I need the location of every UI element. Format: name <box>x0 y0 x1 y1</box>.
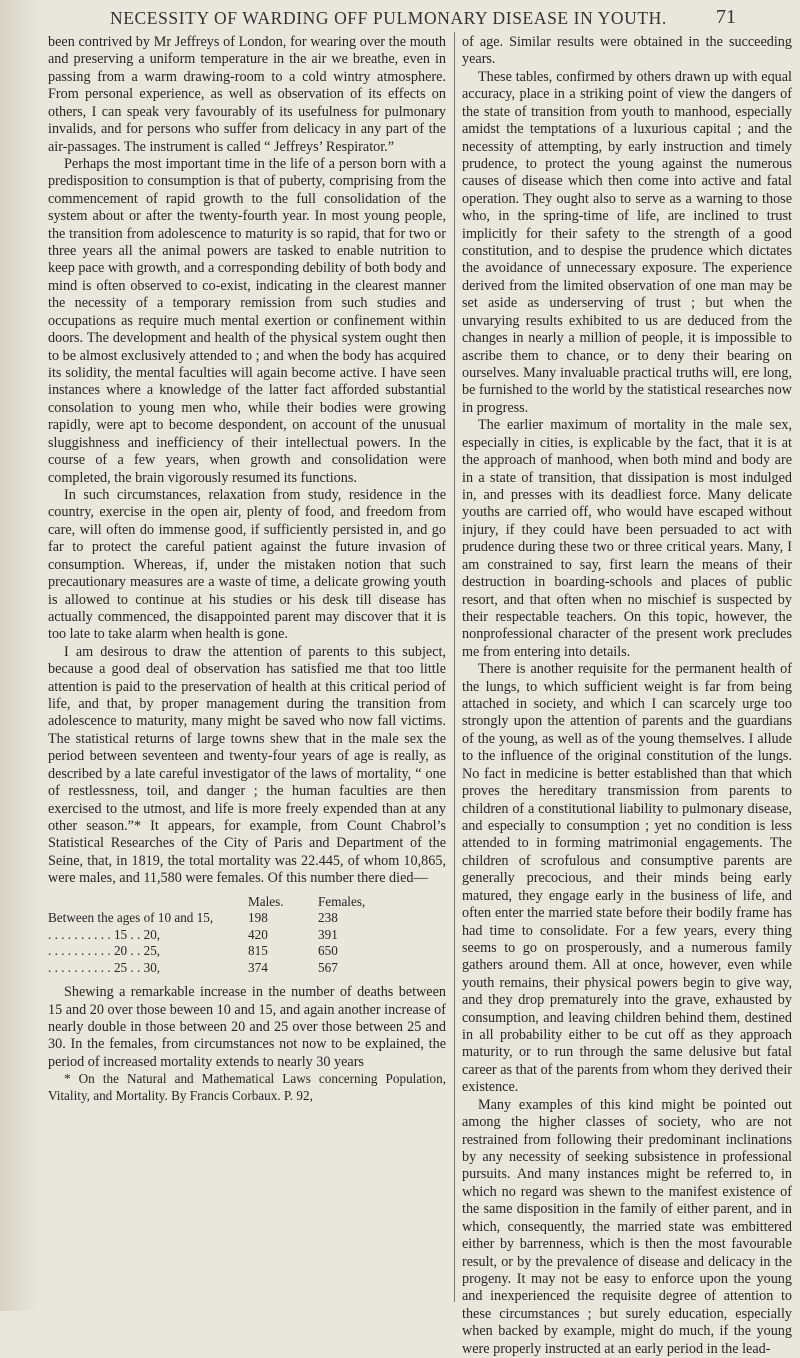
table-cell: 420 <box>248 926 268 942</box>
table-cell: 815 <box>248 943 268 959</box>
table-cell: 374 <box>248 959 268 975</box>
paragraph: These tables, confirmed by others drawn up with equal accuracy, place in a striking point of view the dangers of the state of transition from youth to manhood, especially amidst the temptations of a luxurious capital ; and the necessity of attempting, by early instruction and timely prudence, to protect the young against the numerous causes of disease which then come into active and fatal operation. They ought also to serve as a warning to those who, in the spring-time of life, are inclined to trust implicitly for their safety to the strength of a good constitution, and to despise the prudence which dictates the avoidance of unnecessary exposure. The experience derived from the limited observation of one man may be set aside as underserving of trust ; but when the unvarying results exhibited to us are deduced from the changes in nearly a million of people, it is impossible to ascribe them to chance, or to deny their bearing on ourselves. Many invaluable practical truths will, ere long, be furnished to the world by the statistical researches now in progress. <box>462 68 792 416</box>
table-header-cell: Females, <box>318 893 366 909</box>
table-cell: 198 <box>248 910 268 926</box>
table-cell: 391 <box>318 926 338 942</box>
footnote: * On the Natural and Mathematical Laws concerning Population, Vitality, and Mortality. By Francis Corbaux. P. 92, <box>48 1071 446 1104</box>
page-number: 71 <box>716 6 736 28</box>
table-header-row <box>48 894 446 911</box>
paragraph: of age. Similar results were obtained in the succeeding years. <box>462 34 792 68</box>
left-column <box>48 34 446 1105</box>
table-row <box>48 910 446 927</box>
table-cell: 238 <box>318 910 338 926</box>
mortality-table <box>48 894 446 977</box>
page-gutter-shadow <box>0 0 40 1311</box>
running-header <box>0 6 800 30</box>
table-cell: 650 <box>318 943 338 959</box>
table-row <box>48 927 446 944</box>
table-cell: Between the ages of 10 and 15, <box>48 910 214 926</box>
table-row <box>48 960 446 977</box>
table-cell: . . . . . . . . . . 20 . . 25, <box>48 943 161 959</box>
paragraph: been contrived by Mr Jeffreys of London, for wearing over the mouth and preserving a uniform temperature in the air we breathe, even in passing from a warm drawing-room to a cold wintry atmosphere. From personal experience, as well as observation of its effects on others, I can speak very favourably of its usefulness for pulmonary invalids, and for persons who suffer from delicacy in any part of the air-passages. The instrument is called “ Jeffreys’ Respirator.” <box>48 34 446 155</box>
table-cell: . . . . . . . . . . 25 . . 30, <box>48 959 161 975</box>
paragraph: Shewing a remarkable increase in the number of deaths between 15 and 20 over those beween 10 and 15, and again another increase of nearly double in those between 20 and 25 over those between 25 and 30. In the females, from circumstances not now to be explained, the period of increased mortality extends to nearly 30 years <box>48 984 446 1070</box>
table-header-cell <box>48 894 248 911</box>
table-header-cell: Males. <box>248 893 284 909</box>
table-cell: 567 <box>318 959 338 975</box>
right-column <box>462 34 792 1358</box>
paragraph: In such circumstances, relaxation from study, residence in the country, exercise in the open air, plenty of food, and freedom from care, will often do immense good, if sufficiently persisted in, and go far to protect the careful patient against the future invasion of consumption. Whereas, if, under the mistaken notion that such precautionary measures are a waste of time, a delicate growing youth is allowed to continue at his studies or his desk till disease has actually commenced, the disappointed parent may discover that it is too late to take alarm when health is gone. <box>48 486 446 643</box>
paragraph: There is another requisite for the permanent health of the lungs, to which sufficient weight is far from being attached in society, and which I can scarcely urge too strongly upon the attention of parents and the guardians of the young, as well as of the young themselves. I allude to the influence of the original constitution of the lungs. No fact in medicine is better established than that which proves the hereditary transmission from parents to children of a constitutional liability to pulmonary disease, and especially to consumption ; yet no condition is less attended to in forming matrimonial engagements. The children of scrofulous and consumptive parents are generally precocious, and their minds being early matured, they engage early in the business of life, and often enter the married state before their bodily frame has had time to consolidate. For a few years, every thing seems to go on prosperously, and a numerous family gathers around them. All at once, however, even while youth remains, their physical powers begin to give way, and they drop prematurely into the grave, exhausted by consumption, and leaving children behind them, destined in all probability either to be cut off as they approach maturity, or to run through the same delusive but fatal career as that of the parents from whom they derived their existence. <box>462 661 792 1096</box>
table-row <box>48 943 446 960</box>
paragraph: Perhaps the most important time in the life of a person born with a predisposition to consumption is that of puberty, comprising from the commencement of rapid growth to the full consolidation of the system about or after the twenty-fourth year. In most young people, the transition from adolescence to maturity is so rapid, that for two or three years all the animal powers are tasked to enable nutrition to keep pace with growth, and a corresponding debility of both body and mind is often observed to co-exist, indicating in the clearest manner the necessity of a temporary remission from such studies and occupations as require much mental exertion or confinement within doors. The development and health of the physical system ought then to be almost exclusively attended to ; and when the body has acquired its solidity, the mental faculties will again become active. I have seen instances where a knowledge of the latter fact afforded substantial consolation to young men who, while their bodies were growing rapidly, were apt to become despondent, on account of the unusual sluggishness and inefficiency of their intellectual powers. In the course of a few years, when growth and consolidation were completed, the brain vigorously resumed its functions. <box>48 155 446 486</box>
paragraph: I am desirous to draw the attention of parents to this subject, because a good deal of observation has satisfied me that too little attention is paid to the preservation of health at this critical period of life, and that, by proper management during the transition from adolescence to maturity, many might be saved who now fall victims. The statistical returns of large towns shew that in the male sex the period between seventeen and twenty-four years of age is really, as described by a late careful investigator of the laws of mortality, “ one of restlessness, toil, and danger ; the human faculties are then exercised to the utmost, and life is more freely expended than at any other season.”* It appears, for example, from Count Chabrol’s Statistical Researches of the City of Paris and Department of the Seine, that, in 1819, the total mortality was 22.445, of whom 10,865, were males, and 11,580 were females. Of this number there died— <box>48 643 446 887</box>
paragraph: Many examples of this kind might be pointed out among the higher classes of society, who are not restrained from following their predominant inclinations by any necessity of seeking subsistence in professional pursuits. And many instances might be referred to, in which no regard was shewn to the manifest existence of the same disposition in the family of either parent, and in which, consequently, the married state was embittered either by barrenness, which is then the most favourable result, or by the prevalence of disease and delicacy in the progeny. It may not be easy to enforce upon the young and inexperienced the requisite degree of attention to these circumstances ; but surely education, especially when backed by example, might do much, if the young were properly instructed at an early period in the lead- <box>462 1096 792 1357</box>
running-title: NECESSITY OF WARDING OFF PULMONARY DISEASE IN YOUTH. <box>110 8 667 28</box>
column-divider <box>454 32 455 1302</box>
paragraph: The earlier maximum of mortality in the male sex, especially in cities, is explicable by the fact, that it is at the approach of manhood, when both mind and body are in a state of transition, that dissipation is most indulged in, and presses with its deadliest force. Many delicate youths are carried off, who would have escaped without injury, if they could have been persuaded to act with prudence during these two or three critical years. Many, I am constrained to say, first learn the means of their destruction in boarding-schools and places of public resort, and that often when no mischief is suspected by their respectable teachers. On this topic, however, the nonprofessional character of the present work precludes me from entering into details. <box>462 417 792 660</box>
table-cell: . . . . . . . . . . 15 . . 20, <box>48 926 161 942</box>
